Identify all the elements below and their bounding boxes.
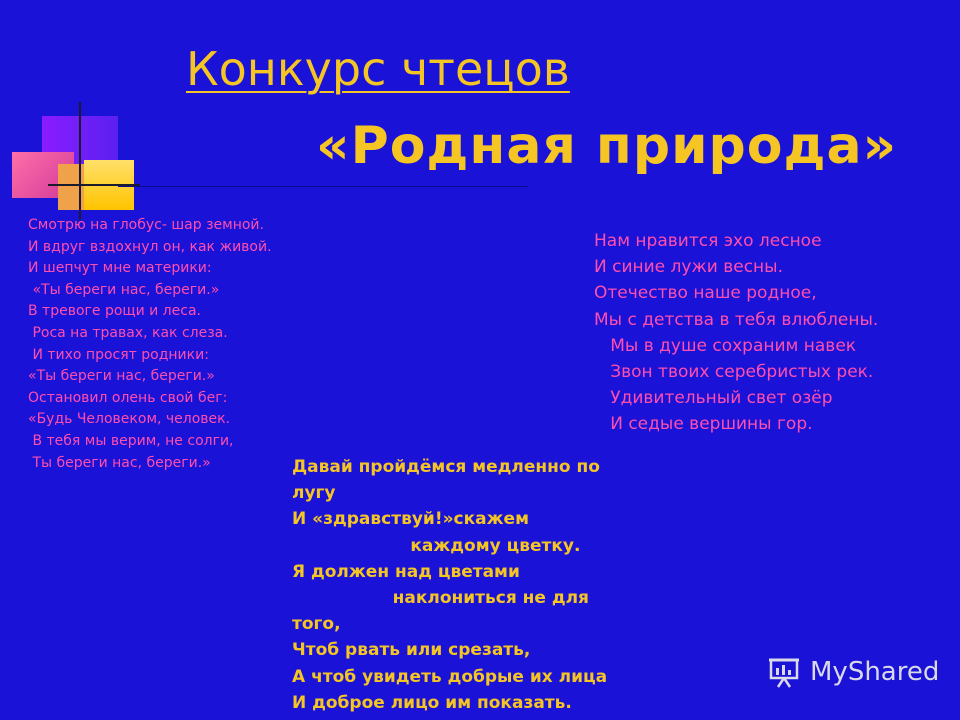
poem-line: Остановил олень свой бег:: [28, 389, 228, 406]
poem-line: «Будь Человеком, человек.: [28, 411, 231, 428]
poem-line: наклониться не для: [292, 588, 589, 609]
poem-line: И седые вершины гор.: [594, 414, 813, 435]
poem-line: Роса на травах, как слеза.: [28, 324, 228, 341]
decor-vertical-line: [79, 102, 81, 220]
title-link[interactable]: Конкурс чтецов: [186, 42, 570, 96]
poem-line: И «здравствуй!»скажем: [292, 509, 529, 530]
poem-line: «Ты береги нас, береги.»: [28, 368, 215, 385]
poem-line: Мы в душе сохраним навек: [594, 335, 857, 356]
poem-line: каждому цветку.: [292, 535, 581, 556]
poem-line: Мы с детства в тебя влюблены.: [594, 309, 879, 330]
poem-line: А чтоб увидеть добрые их лица: [292, 666, 608, 687]
poem-line: Ты береги нас, береги.»: [28, 454, 211, 471]
poem-line: И доброе лицо им показать.: [292, 692, 572, 713]
watermark-text: MyShared: [810, 657, 940, 687]
poem-line: лугу: [292, 483, 336, 504]
poem-line: Я должен над цветами: [292, 561, 520, 582]
poem-line: Удивительный свет озёр: [594, 388, 833, 409]
poem-line: Нам нравится эхо лесное: [594, 231, 822, 251]
poem-line: И тихо просят родники:: [28, 346, 209, 363]
poem-line: Отечество наше родное,: [594, 283, 817, 304]
watermark-logo: [766, 654, 939, 690]
poem-bottom: [292, 454, 652, 716]
poem-line: Давай пройдёмся медленно по: [292, 457, 600, 477]
poem-line: «Ты береги нас, береги.»: [28, 281, 220, 298]
poem-line: того,: [292, 614, 341, 635]
decor-divider-line: [118, 186, 528, 187]
poem-line: И вдруг вздохнул он, как живой.: [28, 238, 272, 255]
presentation-board-icon: [766, 654, 802, 690]
poem-line: В тревоге рощи и леса.: [28, 303, 201, 320]
poem-line: Смотрю на глобус- шар земной.: [28, 217, 264, 233]
poem-line: Чтоб рвать или срезать,: [292, 640, 531, 661]
poem-line: И синие лужи весны.: [594, 257, 784, 278]
poem-left: [28, 215, 328, 474]
subtitle: «Родная природа»: [316, 116, 898, 176]
poem-line: Звон твоих серебристых рек.: [594, 362, 874, 383]
poem-line: В тебя мы верим, не солги,: [28, 432, 234, 449]
poem-line: И шепчут мне материки:: [28, 260, 212, 277]
poem-right: [594, 228, 934, 438]
